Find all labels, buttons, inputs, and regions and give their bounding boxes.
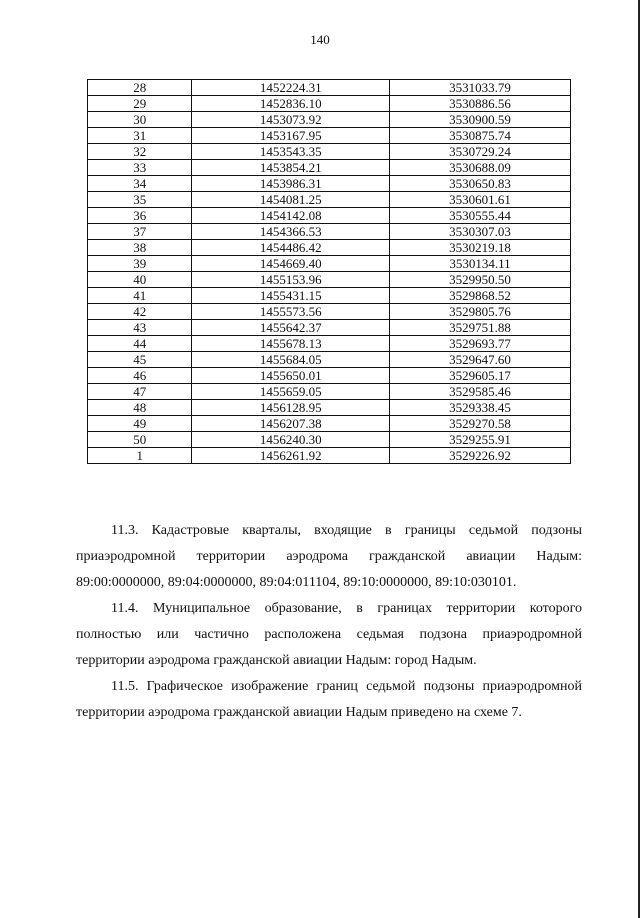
y-coordinate-cell: 3530875.74 [390,128,571,144]
y-coordinate-cell: 3530650.83 [390,176,571,192]
x-coordinate-cell: 1453854.21 [192,160,390,176]
y-coordinate-cell: 3530307.03 [390,224,571,240]
y-coordinate-cell: 3529255.91 [390,432,571,448]
table-row [88,384,571,400]
table-row [88,336,571,352]
paragraph-11-5 [76,674,582,726]
point-number-cell: 28 [88,80,192,96]
point-number-cell: 39 [88,256,192,272]
paragraph-line: 11.5. Графическое изображение границ седьмой подзоны приаэродромной [111,679,582,694]
point-number-cell: 31 [88,128,192,144]
y-coordinate-cell: 3530688.09 [390,160,571,176]
x-coordinate-cell: 1455573.56 [192,304,390,320]
coordinates-table [87,79,571,464]
y-coordinate-cell: 3529805.76 [390,304,571,320]
point-number-cell: 44 [88,336,192,352]
coordinates-table-body [88,80,571,464]
x-coordinate-cell: 1454669.40 [192,256,390,272]
y-coordinate-cell: 3530729.24 [390,144,571,160]
point-number-cell: 38 [88,240,192,256]
y-coordinate-cell: 3530219.18 [390,240,571,256]
x-coordinate-cell: 1455153.96 [192,272,390,288]
point-number-cell: 32 [88,144,192,160]
table-row [88,208,571,224]
x-coordinate-cell: 1453986.31 [192,176,390,192]
x-coordinate-cell: 1454081.25 [192,192,390,208]
y-coordinate-cell: 3530900.59 [390,112,571,128]
point-number-cell: 37 [88,224,192,240]
paragraph-line: приаэродромной территории аэродрома гражданской авиации Надым: [76,549,582,564]
table-row [88,400,571,416]
table-row [88,352,571,368]
table-row [88,304,571,320]
point-number-cell: 46 [88,368,192,384]
paragraph-line: 11.3. Кадастровые кварталы, входящие в границы седьмой подзоны [111,523,582,538]
table-row [88,256,571,272]
table-row [88,320,571,336]
x-coordinate-cell: 1456128.95 [192,400,390,416]
y-coordinate-cell: 3529950.50 [390,272,571,288]
paragraph-line: территории аэродрома гражданской авиации Надым приведено на схеме 7. [76,705,522,720]
x-coordinate-cell: 1455684.05 [192,352,390,368]
table-row [88,192,571,208]
table-row [88,176,571,192]
point-number-cell: 30 [88,112,192,128]
x-coordinate-cell: 1454366.53 [192,224,390,240]
y-coordinate-cell: 3530134.11 [390,256,571,272]
table-row [88,128,571,144]
table-row [88,272,571,288]
point-number-cell: 36 [88,208,192,224]
x-coordinate-cell: 1456240.30 [192,432,390,448]
x-coordinate-cell: 1456261.92 [192,448,390,464]
page-number: 140 [310,32,330,47]
paragraph-line: полностью или частично расположена седьмая подзона приаэродромной [76,627,582,642]
paragraph-line: территории аэродрома гражданской авиации Надым: город Надым. [76,653,477,668]
point-number-cell: 33 [88,160,192,176]
table-row [88,96,571,112]
x-coordinate-cell: 1455650.01 [192,368,390,384]
table-row [88,240,571,256]
y-coordinate-cell: 3529226.92 [390,448,571,464]
point-number-cell: 1 [88,448,192,464]
x-coordinate-cell: 1453543.35 [192,144,390,160]
table-row [88,112,571,128]
point-number-cell: 40 [88,272,192,288]
paragraph-11-3 [76,518,582,596]
point-number-cell: 42 [88,304,192,320]
point-number-cell: 49 [88,416,192,432]
x-coordinate-cell: 1455431.15 [192,288,390,304]
point-number-cell: 50 [88,432,192,448]
y-coordinate-cell: 3529751.88 [390,320,571,336]
x-coordinate-cell: 1454486.42 [192,240,390,256]
x-coordinate-cell: 1452836.10 [192,96,390,112]
paragraph-11-4 [76,596,582,674]
y-coordinate-cell: 3531033.79 [390,80,571,96]
y-coordinate-cell: 3530886.56 [390,96,571,112]
x-coordinate-cell: 1453073.92 [192,112,390,128]
table-row [88,288,571,304]
paragraph-line: 11.4. Муниципальное образование, в границах территории которого [111,601,582,616]
x-coordinate-cell: 1455642.37 [192,320,390,336]
table-row [88,416,571,432]
x-coordinate-cell: 1453167.95 [192,128,390,144]
table-row [88,432,571,448]
x-coordinate-cell: 1456207.38 [192,416,390,432]
x-coordinate-cell: 1455678.13 [192,336,390,352]
point-number-cell: 47 [88,384,192,400]
table-row [88,224,571,240]
y-coordinate-cell: 3529868.52 [390,288,571,304]
point-number-cell: 41 [88,288,192,304]
y-coordinate-cell: 3529693.77 [390,336,571,352]
y-coordinate-cell: 3530601.61 [390,192,571,208]
point-number-cell: 34 [88,176,192,192]
point-number-cell: 45 [88,352,192,368]
y-coordinate-cell: 3529338.45 [390,400,571,416]
y-coordinate-cell: 3529585.46 [390,384,571,400]
x-coordinate-cell: 1452224.31 [192,80,390,96]
table-row [88,80,571,96]
x-coordinate-cell: 1454142.08 [192,208,390,224]
table-row [88,448,571,464]
y-coordinate-cell: 3529605.17 [390,368,571,384]
point-number-cell: 48 [88,400,192,416]
y-coordinate-cell: 3529270.58 [390,416,571,432]
x-coordinate-cell: 1455659.05 [192,384,390,400]
table-row [88,144,571,160]
y-coordinate-cell: 3530555.44 [390,208,571,224]
y-coordinate-cell: 3529647.60 [390,352,571,368]
point-number-cell: 35 [88,192,192,208]
table-row [88,160,571,176]
point-number-cell: 43 [88,320,192,336]
point-number-cell: 29 [88,96,192,112]
table-row [88,368,571,384]
paragraph-line: 89:00:0000000, 89:04:0000000, 89:04:011104, 89:10:0000000, 89:10:030101. [76,575,517,590]
